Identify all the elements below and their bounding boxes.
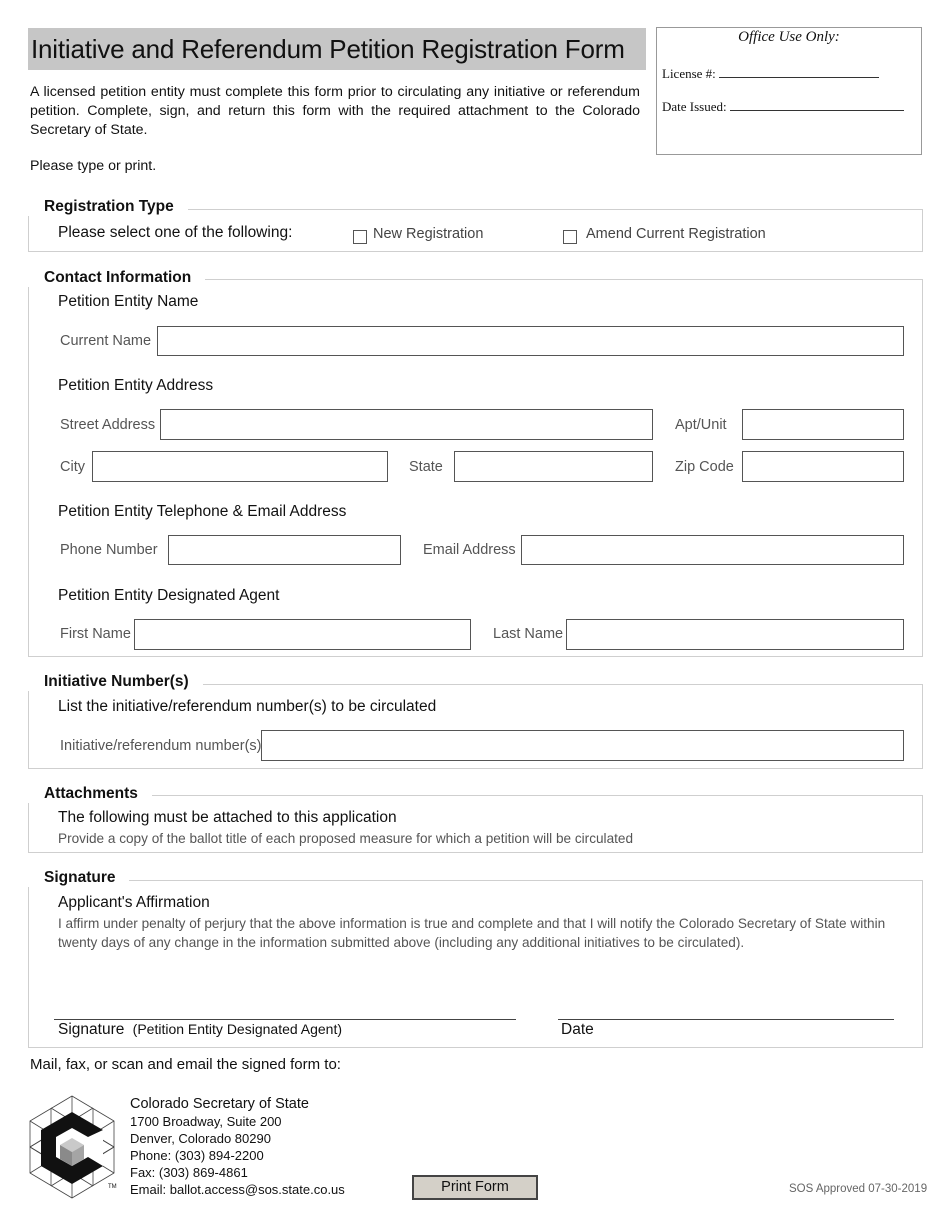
mailing-address [130, 1096, 345, 1198]
affirmation-heading: Applicant's Affirmation [58, 894, 210, 911]
initiative-number-input[interactable] [261, 730, 904, 761]
city-input[interactable] [92, 451, 388, 482]
address-phone: Phone: (303) 894-2200 [130, 1148, 264, 1163]
entity-name-heading: Petition Entity Name [58, 293, 199, 310]
address-line: Colorado Secretary of State [130, 1096, 309, 1112]
license-row [662, 64, 879, 82]
form-title: Initiative and Referendum Petition Registration Form [31, 34, 625, 64]
signature-line[interactable] [54, 1019, 516, 1020]
entity-address-heading: Petition Entity Address [58, 377, 214, 394]
attachments-text: Provide a copy of the ballot title of each proposed measure for which a petition will be circulated [58, 831, 634, 846]
intro-text: A licensed petition entity must complete this form prior to circulating any initiative or referendum petition. Complete, sign, and return this form with the required attachment to the Colorado Secretary of State. [30, 84, 640, 138]
registration-prompt: Please select one of the following: [58, 224, 293, 241]
amend-registration-label: Amend Current Registration [586, 226, 766, 242]
state-input[interactable] [454, 451, 653, 482]
date-issued-label: Date Issued: [662, 99, 727, 114]
affirmation-text: I affirm under penalty of perjury that the above information is true and complete and that I will notify the Colorado Secretary of State within twenty days of any change in the information submitted above (including any additional initiatives to be circulated). [58, 916, 886, 950]
signature-label: Signature (Petition Entity Designated Agent) [58, 1021, 343, 1038]
first-name-input[interactable] [134, 619, 471, 650]
approval-date: SOS Approved 07-30-2019 [789, 1183, 928, 1195]
mail-instructions: Mail, fax, or scan and email the signed form to: [30, 1056, 341, 1073]
address-line: 1700 Broadway, Suite 200 [130, 1114, 282, 1129]
signature-sub-label: (Petition Entity Designated Agent) [132, 1021, 343, 1037]
last-name-input[interactable] [566, 619, 904, 650]
new-registration-label: New Registration [373, 226, 484, 242]
new-registration-checkbox[interactable] [353, 230, 367, 244]
initiative-numbers-legend: Initiative Number(s) [28, 673, 203, 691]
trademark-mark: TM [108, 1184, 117, 1190]
registration-type-legend: Registration Type [28, 198, 188, 216]
address-email[interactable]: Email: ballot.access@sos.state.co.us [130, 1182, 345, 1197]
last-name-label: Last Name [493, 626, 564, 642]
zip-code-label: Zip Code [675, 459, 734, 475]
city-label: City [60, 459, 85, 475]
contact-information-legend: Contact Information [28, 269, 205, 287]
date-line[interactable] [558, 1019, 894, 1020]
initiative-number-label: Initiative/referendum number(s) [60, 738, 262, 754]
date-issued-row [662, 97, 904, 115]
signature-legend: Signature [28, 869, 129, 887]
email-address-input[interactable] [521, 535, 904, 565]
date-label: Date [561, 1021, 594, 1038]
apt-unit-input[interactable] [742, 409, 904, 440]
address-fax: Fax: (303) 869-4861 [130, 1165, 248, 1180]
state-label: State [409, 459, 443, 475]
license-line [719, 64, 879, 78]
office-use-box [656, 27, 922, 155]
email-address-label: Email Address [423, 542, 516, 558]
date-issued-line [730, 97, 904, 111]
form-title-bar [28, 28, 646, 70]
initiative-heading: List the initiative/referendum number(s) to be circulated [58, 698, 437, 715]
current-name-input[interactable] [157, 326, 904, 356]
please-type-note: Please type or print. [30, 158, 157, 174]
zip-code-input[interactable] [742, 451, 904, 482]
license-label: License #: [662, 66, 716, 81]
address-line: Denver, Colorado 80290 [130, 1131, 271, 1146]
street-address-input[interactable] [160, 409, 653, 440]
first-name-label: First Name [60, 626, 131, 642]
telephone-email-heading: Petition Entity Telephone & Email Address [58, 503, 347, 520]
attachments-heading: The following must be attached to this application [58, 809, 397, 826]
amend-registration-checkbox[interactable] [563, 230, 577, 244]
phone-number-label: Phone Number [60, 542, 158, 558]
apt-unit-label: Apt/Unit [675, 417, 727, 433]
designated-agent-heading: Petition Entity Designated Agent [58, 587, 280, 604]
phone-number-input[interactable] [168, 535, 401, 565]
street-address-label: Street Address [60, 417, 156, 433]
current-name-label: Current Name [60, 333, 152, 349]
print-form-button[interactable]: Print Form [412, 1175, 538, 1200]
colorado-sos-logo [26, 1094, 118, 1202]
attachments-legend: Attachments [28, 785, 152, 803]
office-use-title: Office Use Only: [738, 29, 840, 45]
